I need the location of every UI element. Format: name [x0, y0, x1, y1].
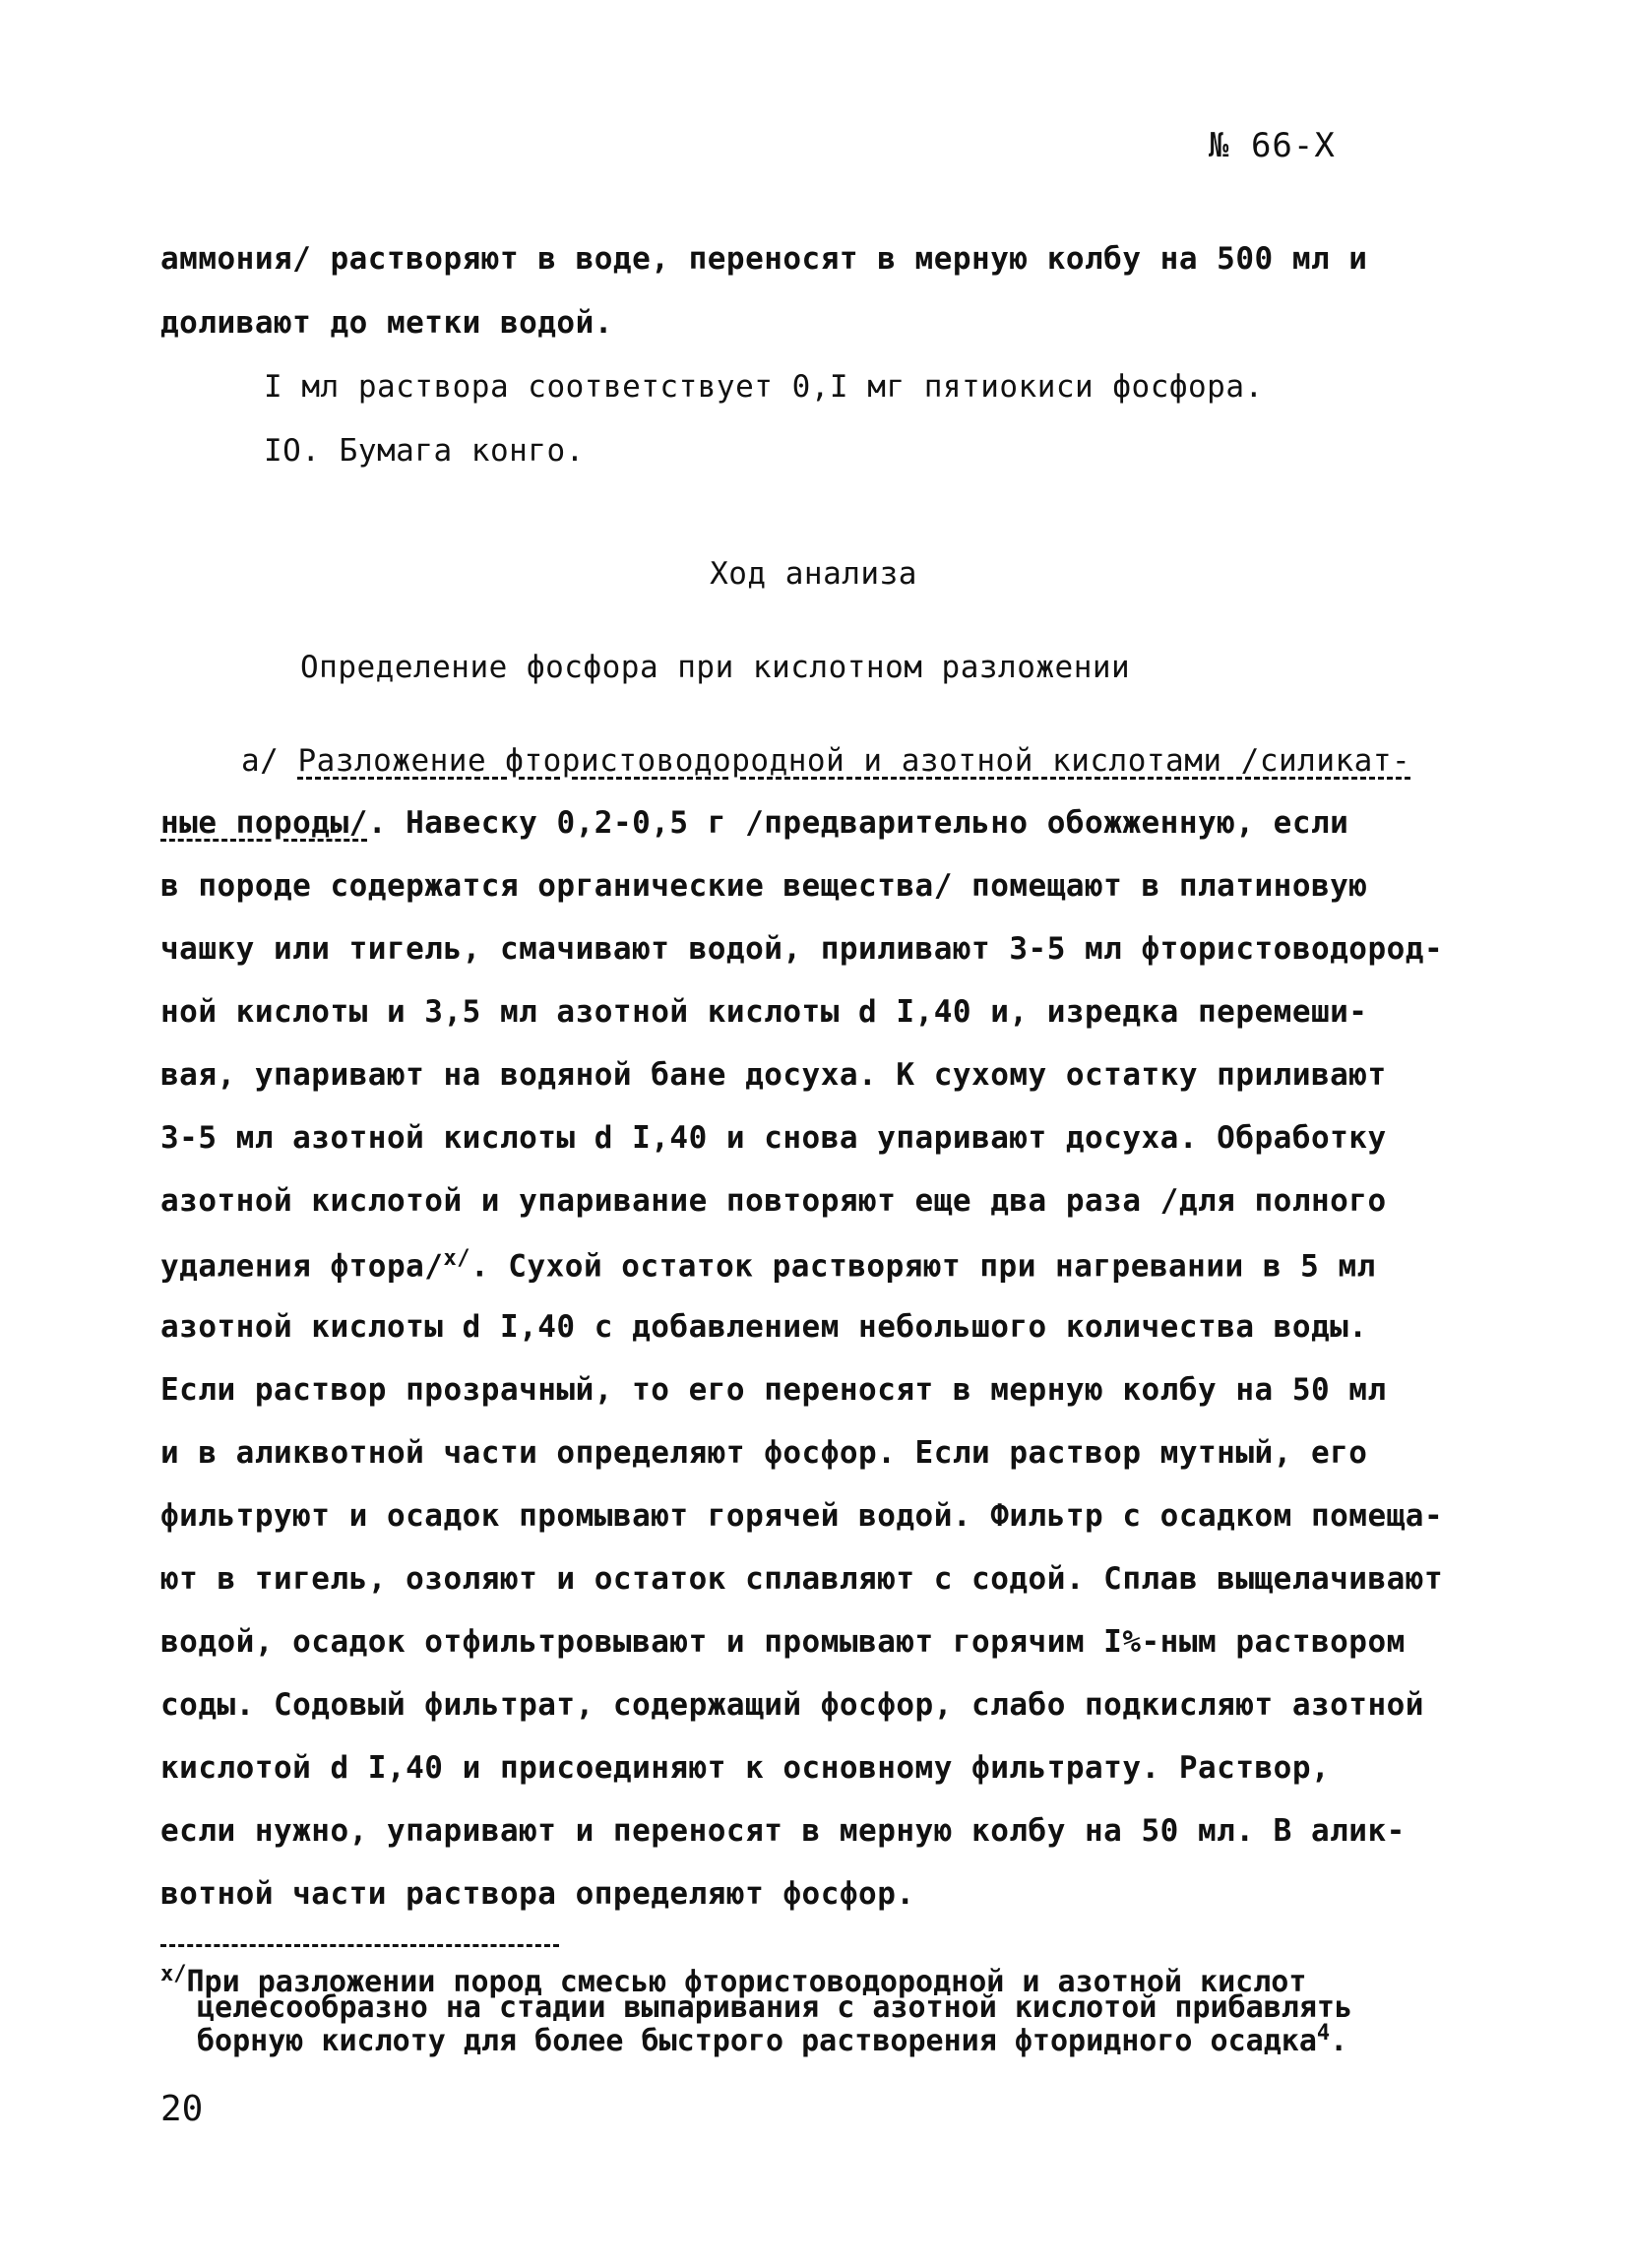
- body-line: [160, 805, 1348, 841]
- body-line: азотной кислотой и упаривание повторяют еще два раза /для полного: [160, 1183, 1387, 1219]
- body-text: . Навеску 0,2-0,5 г /предварительно обожженную, если: [367, 805, 1349, 841]
- body-line: фильтруют и осадок промывают горячей водой. Фильтр с осадком помеща-: [160, 1498, 1444, 1534]
- body-line: доливают до метки водой.: [160, 305, 613, 341]
- body-line: кислотой d I,40 и присоединяют к основному фильтрату. Раствор,: [160, 1750, 1331, 1786]
- paragraph-heading: Разложение фтористоводородной и азотной кислотами /силикат-: [297, 743, 1411, 779]
- body-text: . Сухой остаток растворяют при нагревании в 5 мл: [469, 1248, 1376, 1285]
- body-line: азотной кислоты d I,40 с добавлением небольшого количества воды.: [160, 1309, 1368, 1345]
- document-number: № 66-Х: [1209, 126, 1336, 165]
- footnote-mark: х/: [160, 1962, 187, 1986]
- body-line: [160, 1246, 1376, 1284]
- footnote-text: .: [1330, 2024, 1348, 2058]
- body-line: вотной части раствора определяют фосфор.: [160, 1876, 915, 1912]
- body-line: ной кислоты и 3,5 мл азотной кислоты d I,40 и, изредка перемеши-: [160, 994, 1368, 1030]
- body-line: 3-5 мл азотной кислоты d I,40 и снова упаривают досуха. Обработку: [160, 1120, 1387, 1156]
- body-line: соды. Содовый фильтрат, содержащий фосфор, слабо подкисляют азотной: [160, 1687, 1424, 1723]
- body-line: и в аликвотной части определяют фосфор. Если раствор мутный, его: [160, 1435, 1368, 1471]
- footnote-line: [197, 2023, 1347, 2056]
- footnote-line: целесообразно на стадии выпаривания с азотной кислотой прибавлять: [197, 1990, 1352, 2025]
- subsection-title: Определение фосфора при кислотном разложении: [300, 650, 1131, 685]
- body-line: ют в тигель, озоляют и остаток сплавляют с содой. Сплав выщелачивают: [160, 1561, 1444, 1597]
- page-number: 20: [160, 2089, 204, 2129]
- citation-reference: 4: [1316, 2021, 1331, 2046]
- footnote-text: При разложении пород смесью фтористоводородной и азотной кислот: [186, 1965, 1307, 1999]
- paragraph-heading-cont: ные породы/: [160, 805, 368, 841]
- body-line: IO. Бумага конго.: [264, 433, 585, 469]
- footnote-separator: [160, 1944, 559, 1947]
- body-line: I мл раствора соответствует 0,I мг пятиокиси фосфора.: [264, 369, 1264, 405]
- body-line: если нужно, упаривают и переносят в мерную колбу на 50 мл. В алик-: [160, 1813, 1406, 1849]
- footnote-text: борную кислоту для более быстрого растворения фторидного осадка: [197, 2024, 1317, 2058]
- section-title: Ход анализа: [710, 556, 917, 592]
- list-marker: а/: [241, 743, 298, 779]
- footnote-reference: х/: [443, 1246, 470, 1271]
- body-line: аммония/ растворяют в воде, переносят в мерную колбу на 500 мл и: [160, 241, 1368, 277]
- body-line: водой, осадок отфильтровывают и промывают горячим I%-ным раствором: [160, 1624, 1406, 1660]
- body-line: чашку или тигель, смачивают водой, приливают 3-5 мл фтористоводород-: [160, 931, 1444, 967]
- body-line: Если раствор прозрачный, то его переносят в мерную колбу на 50 мл: [160, 1372, 1387, 1408]
- body-line: вая, упаривают на водяной бане досуха. К сухому остатку приливают: [160, 1057, 1387, 1093]
- paragraph-heading-line: [241, 743, 1410, 779]
- body-text: удаления фтора/: [160, 1248, 444, 1285]
- body-line: в породе содержатся органические вещества/ помещают в платиновую: [160, 868, 1368, 904]
